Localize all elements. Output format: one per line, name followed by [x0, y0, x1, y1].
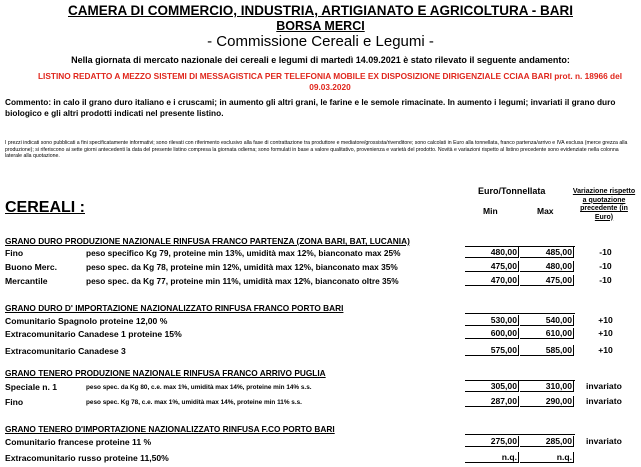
- variation-value: -10: [599, 261, 612, 271]
- variation-value: +10: [598, 315, 613, 325]
- row-label: Comunitario francese proteine 11 %: [5, 437, 152, 447]
- section-title: GRANO TENERO PRODUZIONE NAZIONALE RINFUSA FRANCO ARRIVO PUGLIA: [5, 368, 326, 378]
- max-value: 310,00: [520, 381, 574, 392]
- row-label: Mercantile: [5, 276, 48, 286]
- variation-value: +10: [598, 345, 613, 355]
- table-rule: [465, 434, 575, 435]
- variation-value: invariato: [586, 396, 622, 406]
- row-desc: peso specifico Kg 79, proteine min 13%, umidità max 12%, bianconato max 25%: [86, 248, 401, 258]
- variation-value: +10: [598, 328, 613, 338]
- min-value: 470,00: [465, 275, 519, 286]
- giornata-line: Nella giornata di mercato nazionale dei cereali e legumi di martedì 14.09.2021 è stato rilevato il seguente andamento:: [71, 55, 570, 65]
- min-value: 275,00: [465, 436, 519, 447]
- table-title: CEREALI :: [5, 199, 85, 216]
- row-label: Speciale n. 1: [5, 382, 58, 392]
- max-value: 485,00: [520, 247, 574, 258]
- min-header: Min: [483, 206, 498, 216]
- max-value: 285,00: [520, 436, 574, 447]
- section-title: GRANO DURO D' IMPORTAZIONE NAZIONALIZZATO RINFUSA FRANCO PORTO BARI: [5, 303, 344, 313]
- row-label: Extracomunitario Canadese 1 proteine 15%: [5, 329, 182, 339]
- variation-value: invariato: [586, 381, 622, 391]
- min-value: 480,00: [465, 247, 519, 258]
- variation-value: -10: [599, 275, 612, 285]
- max-value: 610,00: [520, 328, 574, 339]
- max-value: 480,00: [520, 261, 574, 272]
- min-value: n.q.: [465, 452, 519, 463]
- borsa-title: BORSA MERCI: [276, 19, 365, 33]
- max-value: 290,00: [520, 396, 574, 407]
- table-rule: [465, 313, 575, 314]
- row-desc: peso spec. da Kg 77, proteine min 11%, umidità max 12%, bianconato oltre 35%: [86, 276, 399, 286]
- max-value: n.q.: [520, 452, 574, 463]
- disclaimer: I prezzi indicati sono pubblicati a fini specificatamente informativi; sono rilevati con riferimento esclusivo alla fase di contrattazione tra produttore e mediatore/grossista/rivenditore; sono calcolati in Euro alla tonnellata, franco partenza/arrivo e IVA esclusa (merce grezza alla produzione); si riferiscono ai sette giorni antecedenti la data del presente listino compresa la giornata odierna; sono formulati in base a valore qualitativo, provenienza e varietà del prodotto. Novità e variazioni rispetto al listino precedente sono evidenziate nella colonna laterale alla quotazione.: [5, 140, 628, 160]
- section-title: GRANO TENERO D'IMPORTAZIONE NAZIONALIZZATO RINFUSA F.CO PORTO BARI: [5, 424, 335, 434]
- row-desc: peso spec. da Kg 80, c.e. max 1%, umidità max 14%, proteine min 14% s.s.: [86, 384, 312, 391]
- commento: Commento: in calo il grano duro italiano e i cruscami; in aumento gli altri grani, le farine e le semole rimacinate. In aumento i legumi; invariati il grano duro biologico e gli altri prodotti indicati nel presente listino.: [5, 97, 616, 118]
- row-desc: peso spec. da Kg 78, proteine min 12%, umidità max 12%, bianconato max 35%: [86, 262, 398, 272]
- row-label: Buono Merc.: [5, 262, 58, 272]
- row-label: Fino: [5, 248, 24, 258]
- variation-value: -10: [599, 247, 612, 257]
- row-desc: peso spec. Kg 78, c.e. max 1%, umidità max 14%, proteine min 11% s.s.: [86, 399, 302, 406]
- min-value: 475,00: [465, 261, 519, 272]
- variation-header: Variazione rispetto a quotazione precedente (in Euro): [572, 188, 636, 221]
- max-value: 540,00: [520, 315, 574, 326]
- section-title: GRANO DURO PRODUZIONE NAZIONALE RINFUSA FRANCO PARTENZA (ZONA BARI, BAT, LUCANIA): [5, 236, 410, 246]
- variation-value: [578, 452, 634, 463]
- min-value: 287,00: [465, 396, 519, 407]
- commissione-title: - Commissione Cereali e Legumi -: [207, 33, 434, 50]
- min-value: 600,00: [465, 328, 519, 339]
- variation-value: invariato: [586, 436, 622, 446]
- row-label: Extracomunitario Canadese 3: [5, 346, 126, 356]
- max-value: 585,00: [520, 345, 574, 356]
- row-label: Fino: [5, 397, 24, 407]
- listino-notice: LISTINO REDATTO A MEZZO SISTEMI DI MESSAGISTICA PER TELEFONIA MOBILE EX DISPOSIZIONE DIRIGENZIALE CCIAA BARI prot. n. 18966 del 09.03.2020: [37, 71, 623, 92]
- row-label: Extracomunitario russo proteine 11,50%: [5, 453, 169, 463]
- min-value: 530,00: [465, 315, 519, 326]
- min-value: 305,00: [465, 381, 519, 392]
- row-label: Comunitario Spagnolo proteine 12,00 %: [5, 316, 168, 326]
- max-value: 475,00: [520, 275, 574, 286]
- unit-header: Euro/Tonnellata: [478, 186, 546, 196]
- org-title: CAMERA DI COMMERCIO, INDUSTRIA, ARTIGIANATO E AGRICOLTURA - BARI: [68, 3, 573, 18]
- min-value: 575,00: [465, 345, 519, 356]
- max-header: Max: [537, 206, 554, 216]
